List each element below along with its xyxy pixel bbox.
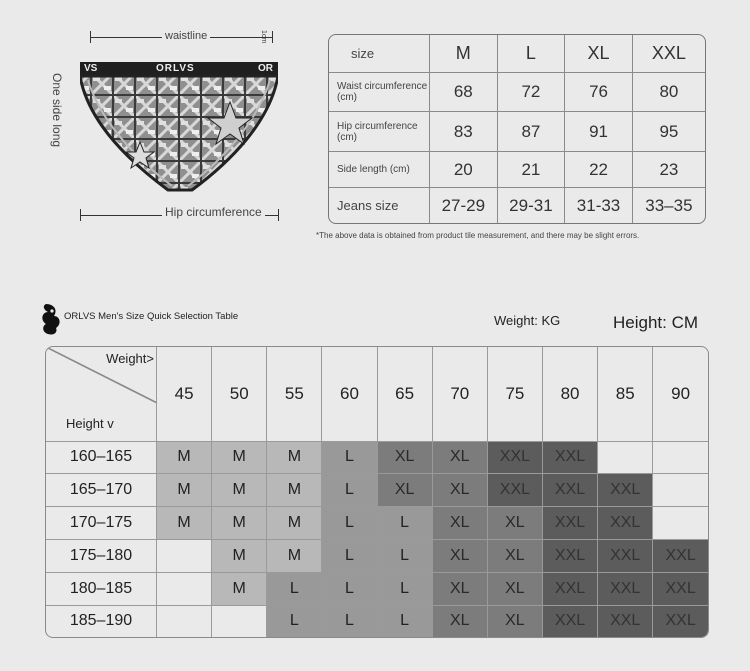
cell-value: 33–35 [632,188,705,223]
size-cell: XXL [598,474,653,507]
weight-col: 60 [322,347,377,441]
empty-cell [653,474,708,507]
size-cell: XL [377,474,432,507]
weight-col: 65 [377,347,432,441]
cell-value: 20 [430,151,498,187]
briefs-illustration [80,62,278,196]
brand-logo-icon [40,302,64,336]
height-range-label: 185–190 [46,605,157,637]
size-cell: XL [432,605,487,637]
size-cell: XXL [542,474,597,507]
cell-value: 83 [430,112,498,152]
weight-col: 75 [487,347,542,441]
size-cell: L [267,605,322,637]
size-cell: L [322,605,377,637]
size-cell: XL [487,539,542,572]
size-cell: L [322,539,377,572]
size-cell: XL [432,507,487,540]
height-row [46,605,708,637]
height-row [46,539,708,572]
measurement-note: *The above data is obtained from product tile measurement, and there may be slight errors. [316,231,640,240]
size-col-xxl: XXL [632,35,705,72]
size-cell: XL [432,441,487,474]
height-row [46,507,708,540]
size-cell: XXL [542,572,597,605]
size-cell: L [322,441,377,474]
size-row-hip [329,112,705,152]
cell-value: 91 [565,112,633,152]
empty-cell [157,539,212,572]
size-cell: M [212,441,267,474]
weight-col: 80 [542,347,597,441]
size-col-l: L [497,35,565,72]
height-row [46,572,708,605]
cell-value: 80 [632,72,705,112]
weight-col: 55 [267,347,322,441]
side-length-label: One side long [50,72,64,148]
size-cell: XL [487,507,542,540]
small-measure-mark: 1cm [260,30,267,44]
empty-cell [653,441,708,474]
size-cell: M [212,474,267,507]
height-range-label: 170–175 [46,507,157,540]
size-cell: XL [432,539,487,572]
height-range-label: 165–170 [46,474,157,507]
weight-unit-label: Weight: KG [494,313,561,328]
row-label: Jeans size [329,188,430,223]
size-cell: XXL [598,539,653,572]
weight-col: 85 [598,347,653,441]
size-cell: XXL [542,507,597,540]
cell-value: 23 [632,151,705,187]
size-cell: L [377,507,432,540]
row-label: Side length (cm) [329,151,430,187]
size-cell: M [212,539,267,572]
cell-value: 21 [497,151,565,187]
size-cell: XL [487,572,542,605]
row-label: Waist circumference (cm) [329,72,430,112]
size-cell: M [157,441,212,474]
size-header-row [329,35,705,72]
size-cell: L [377,605,432,637]
size-cell: XXL [542,441,597,474]
height-range-label: 160–165 [46,441,157,474]
size-cell: XL [377,441,432,474]
size-cell: L [322,572,377,605]
size-cell: XXL [653,605,708,637]
size-cell: M [267,474,322,507]
size-cell: XL [432,474,487,507]
band-text-center: ORLVS [156,63,195,74]
size-cell: XL [432,572,487,605]
height-row [46,441,708,474]
size-cell: XXL [598,572,653,605]
size-cell: M [212,507,267,540]
size-cell: L [322,474,377,507]
cell-value: 76 [565,72,633,112]
size-cell: XXL [653,539,708,572]
size-cell: M [267,539,322,572]
weight-col: 70 [432,347,487,441]
size-cell: L [377,539,432,572]
size-cell: L [322,507,377,540]
corner-weight-label: Weight> [106,351,154,366]
waistline-label: waistline [162,30,210,42]
cell-value: 95 [632,112,705,152]
size-row-side [329,151,705,187]
size-cell: XXL [598,605,653,637]
size-cell: M [212,572,267,605]
height-range-label: 175–180 [46,539,157,572]
band-text-left: VS [84,63,98,74]
empty-cell [598,441,653,474]
size-cell: M [157,507,212,540]
cell-value: 31-33 [565,188,633,223]
band-text-right: OR [258,63,273,74]
quick-selection-grid [45,346,709,638]
empty-cell [157,572,212,605]
size-cell: XXL [542,539,597,572]
empty-cell [212,605,267,637]
cell-value: 29-31 [497,188,565,223]
size-cell: L [377,572,432,605]
weight-col: 45 [157,347,212,441]
size-measurement-table [328,34,706,224]
hip-tick-right [278,209,279,221]
weight-header-row [46,347,708,441]
height-range-label: 180–185 [46,572,157,605]
row-label: Hip circumference (cm) [329,112,430,152]
height-row [46,474,708,507]
waist-tick-right [272,31,273,43]
hip-label: Hip circumference [162,205,265,219]
weight-col: 90 [653,347,708,441]
size-cell: L [267,572,322,605]
height-unit-label: Height: CM [613,313,699,332]
size-cell: M [157,474,212,507]
empty-cell [157,605,212,637]
empty-cell [653,507,708,540]
size-cell: XL [487,605,542,637]
size-cell: M [267,441,322,474]
cell-value: 22 [565,151,633,187]
size-row-waist [329,72,705,112]
grid-corner [46,347,157,441]
size-cell: XXL [653,572,708,605]
cell-value: 27-29 [430,188,498,223]
size-cell: XXL [487,441,542,474]
size-cell: XXL [542,605,597,637]
size-cell: XXL [598,507,653,540]
cell-value: 68 [430,72,498,112]
weight-col: 50 [212,347,267,441]
cell-value: 87 [497,112,565,152]
size-cell: XXL [487,474,542,507]
size-col-m: M [430,35,498,72]
quick-selection-title: ORLVS Men's Size Quick Selection Table [64,311,239,322]
size-cell: M [267,507,322,540]
size-row-jeans [329,188,705,223]
corner-height-label: Height v [66,415,114,431]
size-header-label: size [329,35,430,72]
size-col-xl: XL [565,35,633,72]
cell-value: 72 [497,72,565,112]
